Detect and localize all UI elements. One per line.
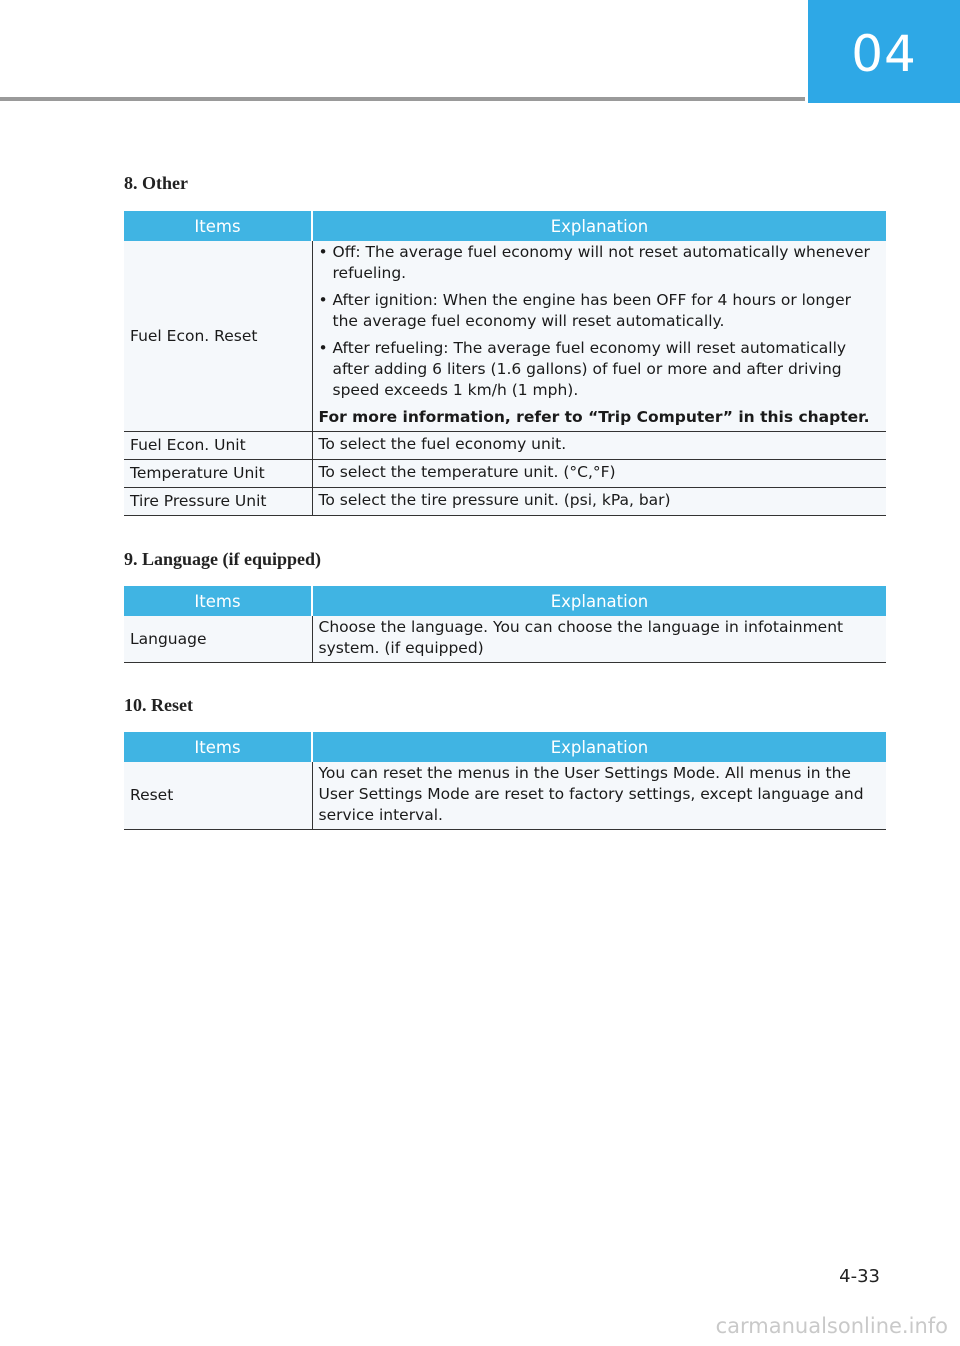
section-title-other: 8. Other — [124, 173, 188, 193]
table-header-row — [124, 586, 886, 616]
table-header-row — [124, 211, 886, 241]
chapter-tab: 04 — [808, 0, 960, 103]
explanation-cell: You can reset the menus in the User Settings Mode. All menus in the User Settings Mode are reset to factory settings, except language and service interval. — [312, 762, 886, 830]
table-row — [124, 762, 886, 830]
item-cell: Temperature Unit — [124, 460, 312, 488]
bullet-text: After refueling: The average fuel economy will reset automatically after adding 6 liters (1.6 gallons) of fuel or more and after driving speed exceeds 1 km/h (1 mph). — [332, 339, 847, 399]
explanation-cell: To select the tire pressure unit. (psi, kPa, bar) — [312, 488, 886, 516]
table-row — [124, 616, 886, 663]
bullet-text: Off: The average fuel economy will not reset automatically whenever refueling. — [332, 243, 870, 282]
item-cell: Fuel Econ. Reset — [124, 241, 312, 432]
table-row — [124, 432, 886, 460]
explanation-cell: To select the fuel economy unit. — [312, 432, 886, 460]
header-explanation: Explanation — [312, 732, 886, 762]
header-items: Items — [124, 211, 312, 241]
list-item — [319, 338, 881, 401]
list-item — [319, 290, 881, 332]
page-number: 4-33 — [839, 1266, 880, 1287]
table-other — [124, 211, 886, 516]
reference-note: For more information, refer to “Trip Computer” in this chapter. — [318, 408, 870, 426]
item-cell: Tire Pressure Unit — [124, 488, 312, 516]
table-header-row — [124, 732, 886, 762]
header-items: Items — [124, 732, 312, 762]
bullet-glyph: • — [318, 339, 328, 357]
watermark: carmanualsonline.info — [715, 1314, 948, 1338]
item-cell: Reset — [124, 762, 312, 830]
item-cell: Language — [124, 616, 312, 663]
section-title-reset: 10. Reset — [124, 695, 193, 715]
table-row — [124, 488, 886, 516]
bullet-glyph: • — [318, 243, 328, 261]
header-items: Items — [124, 586, 312, 616]
table-reset — [124, 732, 886, 830]
bullet-list — [319, 242, 881, 401]
explanation-cell — [312, 241, 886, 432]
table-language — [124, 586, 886, 663]
explanation-cell: Choose the language. You can choose the language in infotainment system. (if equipped) — [312, 616, 886, 663]
bullet-text: After ignition: When the engine has been OFF for 4 hours or longer the average fuel economy will reset automatically. — [332, 291, 851, 330]
table-row — [124, 241, 886, 432]
table-row — [124, 460, 886, 488]
bullet-glyph: • — [318, 291, 328, 309]
header-explanation: Explanation — [312, 211, 886, 241]
header-rule — [0, 97, 805, 101]
explanation-cell: To select the temperature unit. (°C,°F) — [312, 460, 886, 488]
item-cell: Fuel Econ. Unit — [124, 432, 312, 460]
header-explanation: Explanation — [312, 586, 886, 616]
list-item — [319, 242, 881, 284]
section-title-language: 9. Language (if equipped) — [124, 549, 322, 569]
